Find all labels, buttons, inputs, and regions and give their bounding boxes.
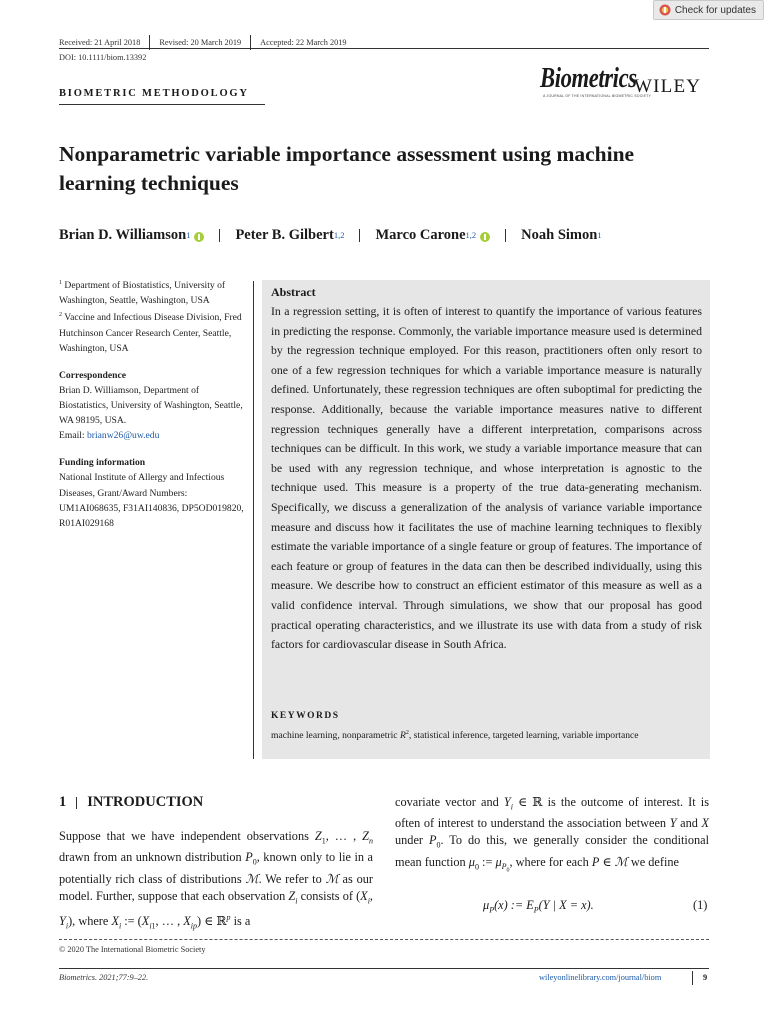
correspondence-email-line <box>59 428 244 443</box>
equation: $\mu_P(x)$ := $E_P(Y$ | X = x). <box>483 898 594 915</box>
journal-url-link[interactable]: wileyonlinelibrary.com/journal/biom <box>539 973 662 982</box>
keywords-heading: KEYWORDS <box>271 711 340 721</box>
keywords-part: , statistical inference, targeted learning, variable importance <box>408 730 639 742</box>
accepted-date: Accepted: 22 March 2019 <box>260 38 347 47</box>
author-list <box>59 227 602 244</box>
affiliation-number: 1 <box>59 280 62 286</box>
divider <box>76 797 77 809</box>
footnote-rule <box>59 939 709 940</box>
received-date: Received: 21 April 2018 <box>59 38 141 47</box>
doi[interactable]: DOI: 10.1111/biom.13392 <box>59 53 147 62</box>
column-divider <box>253 281 254 759</box>
journal-citation: Biometrics. 2021;77:9–22. <box>59 973 149 982</box>
keywords-text: machine learning, nonparametric $R^2$, statistical inference, targeted learning, variable importance <box>271 730 639 742</box>
affiliation-text: Vaccine and Infectious Disease Division, Fred Hutchinson Cancer Research Center, Seattle, Washington, USA <box>59 312 242 354</box>
header-rule <box>59 48 709 49</box>
abstract-text: In a regression setting, it is often of interest to quantify the importance of various features in predicting the response. Commonly, the variable importance measure used is determined by the regression technique employed. For this reason, practitioners often only resort to one of a few regression techniques for which a variable importance measure is naturally defined. Unfortunately, these regression techniques are often suboptimal for predicting the response. Additionally, because the variable importance measures native to different regression techniques generally have a different interpretation, comparisons across techniques can be difficult. In this work, we study a variable importance measure that can be used with any regression technique, and whose interpretation is agnostic to the technique used. This measure is a property of the true data-generating mechanism. Specifically, we discuss a generalization of the analysis of variance variable importance measure and discuss how it facilitates the use of machine learning techniques to flexibly estimate the variable importance of a single feature or group of features. The importance of each feature or group of features in the data can then be described individually, using this measure. We describe how to construct an efficient estimator of this measure as well as a valid confidence interval. Through simulations, we show that our proposal has good practical operating characteristics, and we illustrate its use with data from a study of risk factors for cardiovascular disease in South Africa. <box>271 304 702 652</box>
crossmark-icon <box>659 4 671 16</box>
author-name[interactable]: Marco Carone <box>375 227 466 243</box>
funding-heading: Funding information <box>59 457 146 469</box>
body-text-column-1: Suppose that we have independent observations $Z_1$, … , $Z_n$ drawn from an unknown distribution $P_0$, known only to lie in a potentially rich class of distributions ℳ. We refer to ℳ as our model. Further, suppose that each observation $Z_i$ consists of ($X_i$, $Y_i$), where $X_i$ := ($X_{i1}$, … , $X_{ip}$) ∈ ℝ$^p$ is a <box>59 829 374 931</box>
author-name[interactable]: Brian D. Williamson <box>59 227 187 243</box>
section-title: INTRODUCTION <box>87 794 204 810</box>
email-label: Email: <box>59 430 87 442</box>
correspondence-text: Brian D. Williamson, Department of Biostatistics, University of Washington, Seattle, WA 98195, USA. <box>59 384 243 427</box>
author-name[interactable]: Noah Simon <box>521 227 598 243</box>
divider <box>505 229 506 242</box>
author-name[interactable]: Peter B. Gilbert <box>235 227 334 243</box>
article-title: Nonparametric variable importance assessment using machine learning techniques <box>59 142 635 195</box>
divider <box>359 229 360 242</box>
affiliation-ref[interactable]: 1,2 <box>465 229 477 240</box>
section-label-underline <box>59 104 265 105</box>
journal-logo: Biometrics <box>540 62 637 94</box>
correspondence-heading: Correspondence <box>59 369 126 381</box>
divider <box>219 229 220 242</box>
affiliation-ref[interactable]: 1 <box>186 229 191 240</box>
divider <box>692 971 693 985</box>
body-text-column-2: covariate vector and $Y_i$ ∈ ℝ is the outcome of interest. It is often of interest to understand the association between Y and X under $P_0$. To do this, we generally consider the conditional mean function $\mu_0$ := $\mu_{P_0}$, where for each P ∈ ℳ we define <box>395 795 710 874</box>
check-for-updates-button[interactable] <box>653 0 764 20</box>
affiliation <box>59 276 244 308</box>
orcid-icon[interactable] <box>194 232 204 242</box>
funding-text: National Institute of Allergy and Infectious Diseases, Grant/Award Numbers: UM1AI068635, F31AI140836, DP5OD019820, R01AI029168 <box>59 472 244 529</box>
orcid-icon[interactable] <box>480 232 490 242</box>
section-heading <box>59 794 203 811</box>
footer-rule <box>59 968 709 969</box>
copyright: © 2020 The International Biometric Society <box>59 945 206 954</box>
journal-logo-subtitle: A JOURNAL OF THE INTERNATIONAL BIOMETRIC SOCIETY <box>543 94 652 98</box>
revised-date: Revised: 20 March 2019 <box>159 38 242 47</box>
publisher-logo: WILEY <box>634 76 702 97</box>
section-number: 1 <box>59 794 67 810</box>
page-number: 9 <box>703 973 708 982</box>
equation-number: (1) <box>693 898 708 912</box>
affiliation-ref[interactable]: 1 <box>597 229 602 240</box>
affiliation-number: 2 <box>59 312 62 319</box>
email-link[interactable]: brianw26@uw.edu <box>86 430 160 442</box>
abstract-heading: Abstract <box>271 285 316 299</box>
affiliation-text: Department of Biostatistics, University of Washington, Seattle, Washington, USA <box>59 280 226 307</box>
article-info-sidebar <box>59 276 244 531</box>
affiliation-ref[interactable]: 1,2 <box>333 229 345 240</box>
affiliation <box>59 308 244 355</box>
check-for-updates-label: Check for updates <box>674 4 756 16</box>
keywords-part: machine learning, nonparametric <box>271 730 400 742</box>
section-label: BIOMETRIC METHODOLOGY <box>59 88 249 99</box>
